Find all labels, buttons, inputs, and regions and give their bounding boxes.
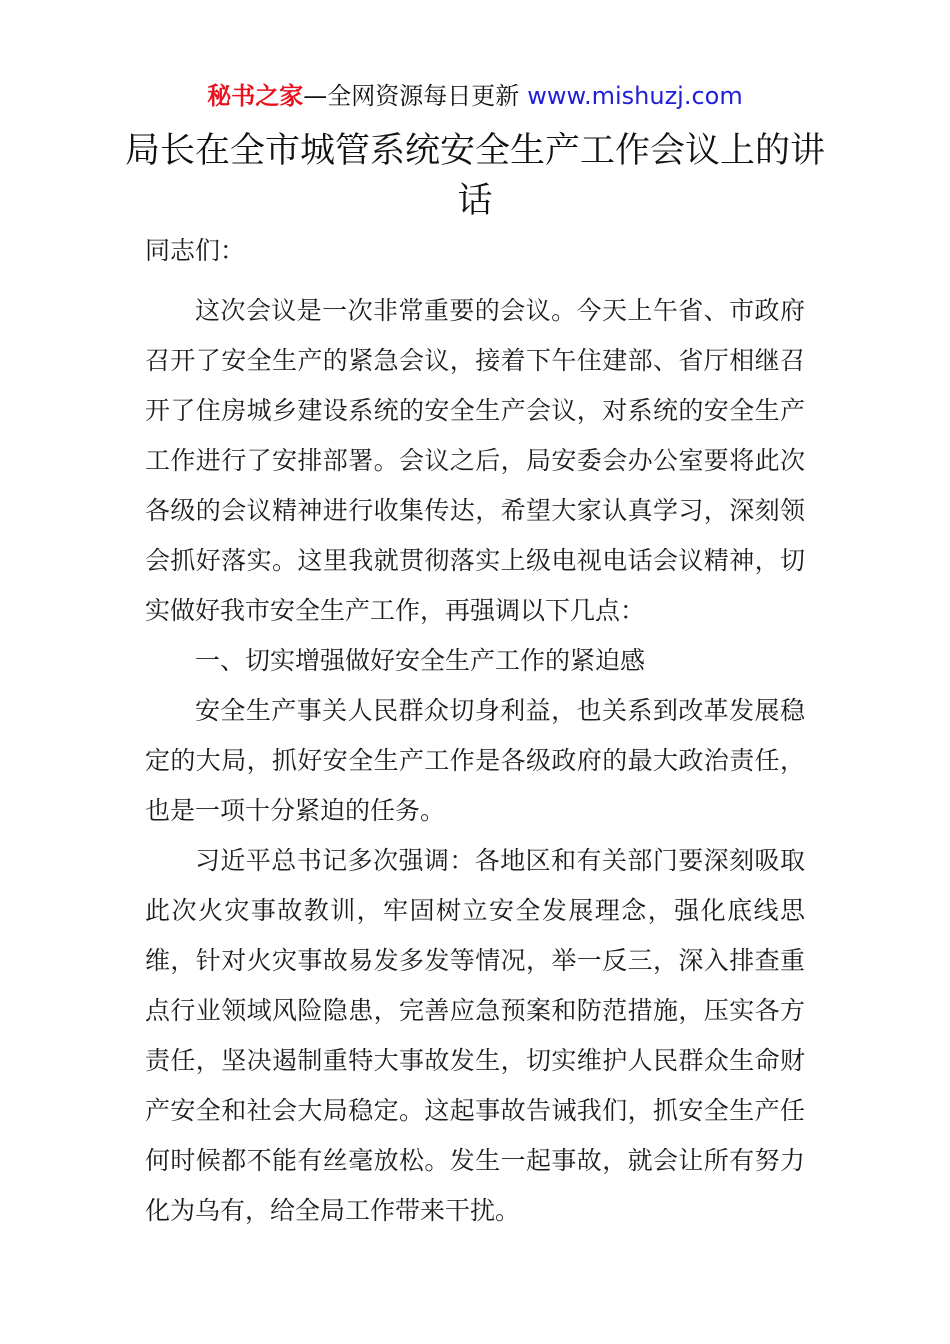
section-heading-1: 一、切实增强做好安全生产工作的紧迫感 <box>195 646 646 675</box>
paragraph-section-1-a: 安全生产事关人民群众切身利益，也关系到改革发展稳定的大局，抓好安全生产工作是各级政府的最大政治责任，也是一项十分紧迫的任务。 <box>145 696 805 825</box>
site-tagline: —全网资源每日更新 <box>303 82 520 110</box>
paragraph-intro: 这次会议是一次非常重要的会议。今天上午省、市政府召开了安全生产的紧急会议，接着下午住建部、省厅相继召开了住房城乡建设系统的安全生产会议，对系统的安全生产工作进行了安排部署。会议之后，局安委会办公室要将此次各级的会议精神进行收集传达，希望大家认真学习，深刻领会抓好落实。这里我就贯彻落实上级电视电话会议精神，切实做好我市安全生产工作，再强调以下几点： <box>145 296 805 625</box>
site-url-link[interactable]: www.mishuzj.com <box>527 82 743 110</box>
document-body <box>145 226 805 1236</box>
document-title: 局长在全市城管系统安全生产工作会议上的讲话 <box>124 131 825 221</box>
paragraph-section-1-b: 习近平总书记多次强调：各地区和有关部门要深刻吸取此次火灾事故教训，牢固树立安全发展理念，强化底线思维，针对火灾事故易发多发等情况，举一反三，深入排查重点行业领域风险隐患，完善应急预案和防范措施，压实各方责任，坚决遏制重特大事故发生，切实维护人民群众生命财产安全和社会大局稳定。这起事故告诫我们，抓安全生产任何时候都不能有丝毫放松。发生一起事故，就会让所有努力化为乌有，给全局工作带来干扰。 <box>145 846 805 1225</box>
site-header <box>0 80 950 112</box>
salutation: 同志们： <box>145 236 246 265</box>
brand-name: 秘书之家 <box>207 82 304 110</box>
